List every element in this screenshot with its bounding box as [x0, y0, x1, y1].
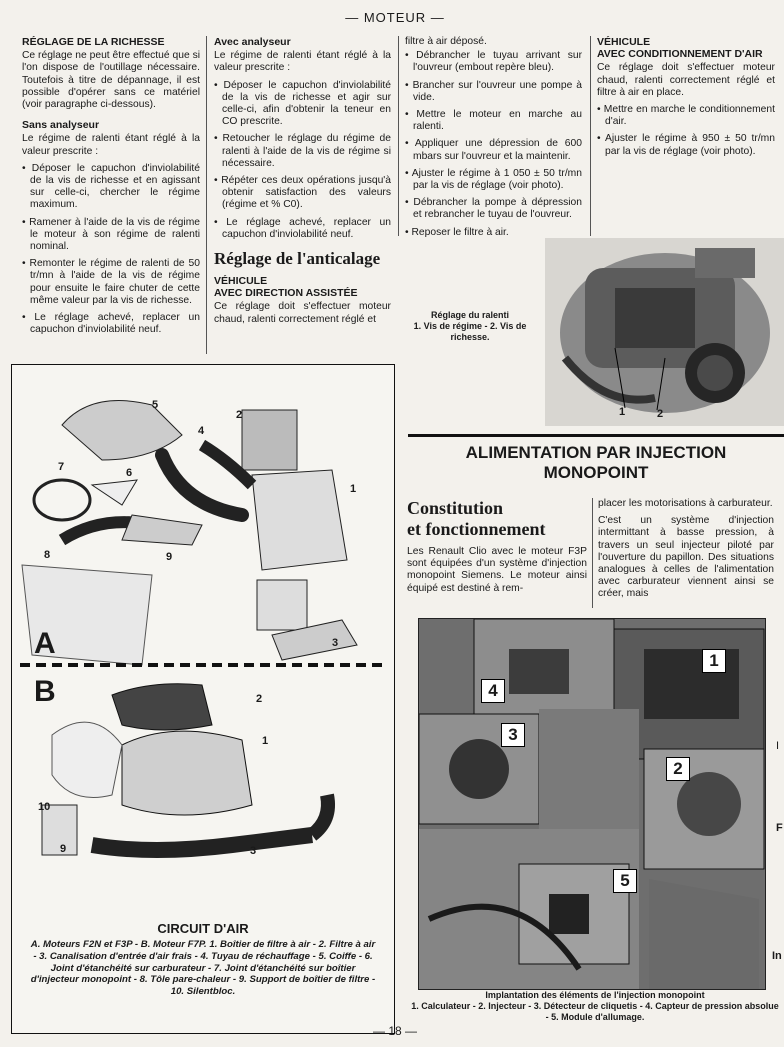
paragraph: Ce réglage ne peut être effectué que si l'on dispose de l'outillage nécessaire. Toutefois à titre de dépannage, il est possible d'opérer sans ce matériel (voir paragraphe ci-dessous). [22, 50, 200, 111]
section-title-line2: MONOPOINT [543, 463, 649, 482]
heading-line: et fonctionnement [407, 519, 546, 539]
edge-fragment: In [772, 950, 782, 962]
bullet-item: • Appliquer une dépression de 600 mbars sur l'ouvreur et la maintenir. [405, 138, 582, 162]
diagram-number: 9 [60, 843, 67, 855]
heading-constitution [407, 498, 587, 540]
air-circuit-diagram [11, 364, 395, 1034]
subheading-sans-analyseur: Sans analyseur [22, 119, 100, 132]
bullet-item: • Déposer le capuchon d'inviolabilité de la vis de richesse et en agissant sur celle-ci, chercher le régime maximum. [22, 163, 200, 212]
bullet-item: • Brancher sur l'ouvreur une pompe à vide. [405, 80, 582, 104]
diagram-number: 3 [332, 637, 339, 649]
paragraph: Ce réglage doit s'effectuer moteur chaud, ralenti correctement réglé et filtre à air en place. [597, 62, 775, 98]
subheading-avec-analyseur: Avec analyseur [214, 36, 291, 48]
diagram-number: 10 [38, 801, 51, 813]
bullet-item: • Mettre le moteur en marche au ralenti. [405, 109, 582, 133]
diagram-number: 5 [152, 399, 159, 411]
column-divider [398, 36, 399, 236]
section-right-column [598, 498, 774, 606]
column-divider [206, 36, 207, 354]
bullet-item: • Débrancher le tuyau arrivant sur l'ouvreur (embout repère bleu). [405, 50, 582, 74]
diagram-number: 9 [166, 551, 173, 563]
photo-caption [405, 310, 535, 343]
caption-title: Implantation des éléments de l'injection monopoint [485, 990, 705, 1000]
photo-label: 2 [657, 408, 664, 420]
running-header: — MOTEUR — [345, 10, 445, 25]
diagram-title: CIRCUIT D'AIR [157, 921, 249, 936]
carburetor-photo [545, 238, 784, 426]
diagram-label-a: A [34, 627, 56, 660]
caption-text: 1. Vis de régime - 2. Vis de richesse. [413, 321, 527, 342]
column-4 [597, 36, 775, 163]
diagram-number: 7 [58, 461, 65, 473]
paragraph: Les Renault Clio avec le moteur F3P sont équipées d'un système d'injection monopoint Siemens. Le moteur ainsi équipé est destiné à rem- [407, 546, 587, 594]
photo-marker: 1 [702, 649, 726, 673]
injection-photo [418, 618, 766, 990]
section-title-richesse: RÉGLAGE DE LA RICHESSE [22, 36, 165, 48]
bullet-item: • Déposer le capuchon d'inviolabilité de la vis de richesse et agir sur celle-ci, afin d'obtenir la teneur en CO prescrite. [214, 80, 391, 129]
caption-title: Réglage du ralenti [430, 310, 510, 320]
paragraph: placer les motorisations à carburateur. [598, 498, 773, 509]
edge-fragment: I [776, 740, 780, 752]
diagram-number: 1 [262, 735, 269, 747]
paragraph: filtre à air déposé. [405, 36, 487, 47]
paragraph: Ce réglage doit s'effectuer moteur chaud, ralenti correctement réglé et [214, 301, 391, 325]
subheading-vehicule: VÉHICULE [597, 36, 651, 48]
bullet-item: • Débrancher la pompe à dépression et rebrancher le tuyau de l'ouvreur. [405, 197, 582, 221]
section-rule [408, 434, 784, 437]
diagram-number: 8 [44, 549, 51, 561]
photo-marker: 3 [501, 723, 525, 747]
photo-caption [410, 990, 780, 1023]
section-left-column [407, 498, 587, 600]
bullet-item: • Ramener à l'aide de la vis de régime le moteur à son régime de ralenti nominal. [22, 217, 200, 254]
diagram-number: 1 [350, 483, 357, 495]
bullet-item: • Mettre en marche le conditionnement d'air. [597, 104, 775, 128]
bullet-item: • Le réglage achevé, replacer un capuchon d'inviolabilité neuf. [22, 312, 200, 336]
heading-anticalage: Réglage de l'anticalage [214, 249, 381, 269]
bullet-item: • Le réglage achevé, replacer un capuchon d'inviolabilité neuf. [214, 217, 391, 241]
page-number: — 18 — [372, 1024, 417, 1038]
section-title [408, 443, 784, 483]
photo-marker: 5 [613, 869, 637, 893]
bullet-item: • Remonter le régime de ralenti de 50 tr/mn à l'aide de la vis de régime pour ensuite le faire chuter de cette même valeur par la vis de richesse. [22, 258, 200, 307]
column-3 [405, 36, 582, 244]
caption-text: 1. Calculateur - 2. Injecteur - 3. Détecteur de cliquetis - 4. Capteur de pression absolue - 5. Module d'allumage. [411, 1001, 779, 1022]
edge-fragment: F [776, 822, 783, 834]
column-2 [214, 36, 391, 331]
diagram-caption: A. Moteurs F2N et F3P - B. Moteur F7P. 1. Boîtier de filtre à air - 2. Filtre à air - 3. Canalisation d'entrée d'air frais - 4. Tuyau de réchauffage - 5. Coiffe - 6. Joint d'étanchéité sur carburateur - 7. Joint d'étanchéité sur boîtier d'injecteur monopoint - 8. Tôle pare-chaleur - 9. Support de boîtier de filtre - 10. Silentbloc. [30, 939, 376, 998]
subheading-direction-assistee: AVEC DIRECTION ASSISTÉE [214, 287, 358, 300]
photo-marker: 2 [666, 757, 690, 781]
section-title-line1: ALIMENTATION PAR INJECTION [465, 443, 727, 462]
subheading-vehicule: VÉHICULE [214, 275, 268, 288]
column-1 [22, 36, 200, 341]
photo-marker: 4 [481, 679, 505, 703]
bullet-item: • Ajuster le régime à 950 ± 50 tr/mn par la vis de réglage (voir photo). [597, 133, 775, 157]
bullet-item: • Reposer le filtre à air. [405, 227, 582, 239]
photo-label: 1 [619, 406, 626, 418]
paragraph: Le régime de ralenti étant réglé à la valeur prescrite : [214, 50, 391, 74]
diagram-label-b: B [34, 675, 56, 708]
bullet-item: • Retoucher le réglage du régime de ralenti à l'aide de la vis de régime si nécessaire. [214, 133, 391, 170]
diagram-number: 2 [256, 693, 263, 705]
bullet-item: • Répéter ces deux opérations jusqu'à obtenir satisfaction des valeurs (régime et % C0). [214, 175, 391, 212]
paragraph: C'est un système d'injection intermittant à basse pression, à travers un seul injecteur piloté par l'ouverture du papillon. Des situations analogues à celles de l'alimentation avec carburateur viennent ainsi se créer, mais [598, 515, 774, 600]
diagram-number: 6 [126, 467, 133, 479]
heading-line: Constitution [407, 498, 504, 518]
diagram-number: 3 [250, 845, 257, 857]
column-divider [592, 498, 593, 608]
subheading-conditionnement: AVEC CONDITIONNEMENT D'AIR [597, 48, 763, 61]
diagram-number: 2 [236, 409, 243, 421]
paragraph: Le régime de ralenti étant réglé à la valeur prescrite : [22, 133, 200, 157]
diagram-number: 4 [198, 425, 205, 437]
bullet-item: • Ajuster le régime à 1 050 ± 50 tr/mn par la vis de réglage (voir photo). [405, 168, 582, 192]
column-divider [590, 36, 591, 236]
